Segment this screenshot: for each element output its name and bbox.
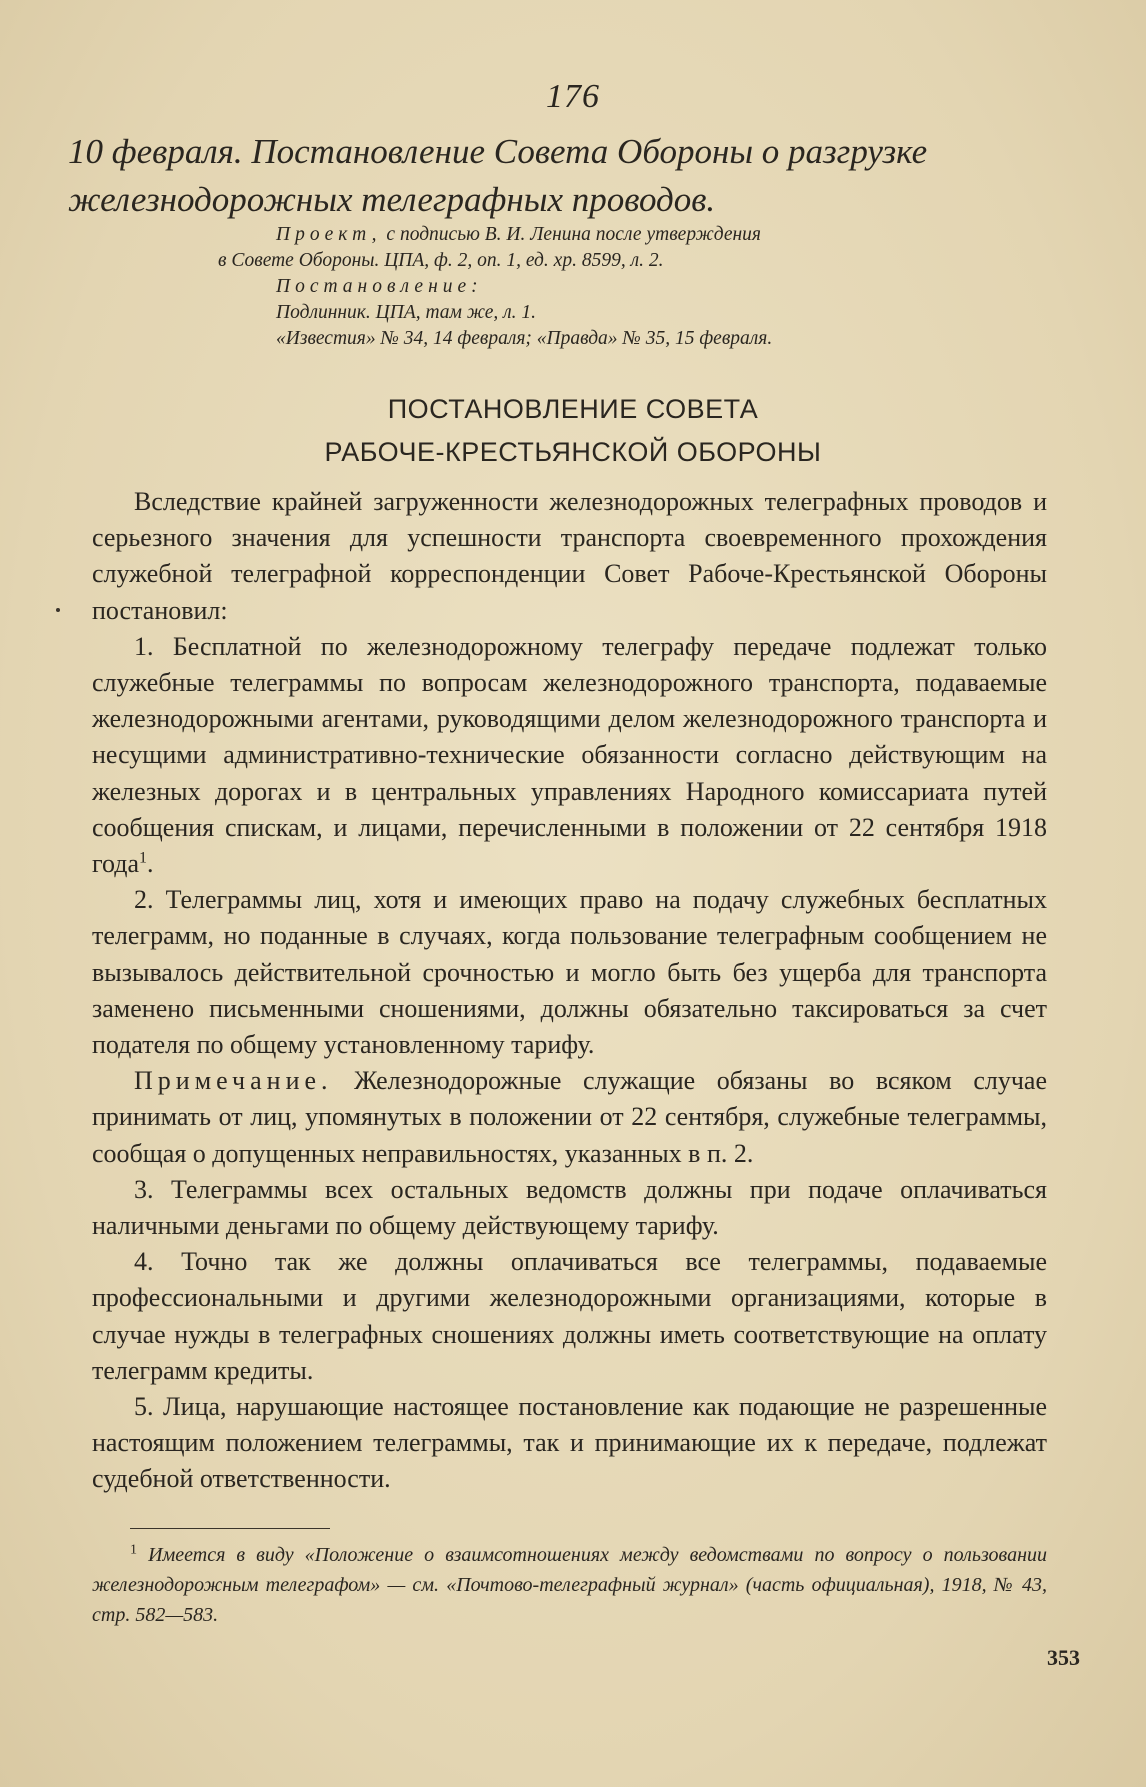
footnote: [92, 1540, 1047, 1630]
decree-intro: Вследствие крайней загруженности железнодорожных телеграфных проводов и серьезного значения для успешности транспорта своевременного прохождения служебной телеграфной корреспонденции Совет Рабоче-Крестьянской Обороны постановил:: [92, 487, 1047, 625]
decree-item-5: 5. Лица, нарушающие настоящее постановление как подающие не разрешенные настоящим положением телеграммы, так и принимающие их к передаче, подлежат судебной ответственности.: [92, 1392, 1047, 1494]
decree-title-line-2: РАБОЧЕ-КРЕСТЬЯНСКОЙ ОБОРОНЫ: [324, 437, 822, 467]
source-project: [220, 222, 1020, 248]
source-publications: «Известия» № 34, 14 февраля; «Правда» № 35, 15 февраля.: [276, 328, 773, 349]
page-number: 353: [1047, 1645, 1080, 1670]
document-heading: [68, 128, 1048, 224]
source-decree-label: Постановление:: [276, 276, 483, 297]
decree-title: [0, 388, 1146, 474]
heading-line-2: железнодорожных телеграфных проводов.: [68, 180, 716, 219]
decree-item-1-text: 1. Бесплатной по железнодорожному телеграфу передаче подлежат только служебные телеграммы по вопросам железнодорожного транспорта, подаваемые железнодорожными агентами, руководящими делом железнодорожного транспорта и несущими административно-технические обязанности согласно действующим на железных дорогах и в центральных управлениях Народного комиссариата путей сообщения спискам, и лицами, перечисленными в положении от 22 сентября 1918 года: [92, 631, 1047, 879]
document-number: 176: [546, 78, 600, 115]
footnote-reference[interactable]: 1: [139, 849, 148, 867]
footnote-text: Имеется в виду «Положение о взаимсотношениях между ведомствами по вопросу о пользовании железнодорожным телеграфом» — см. «Почтово-телеграфный журнал» (часть официальная), 1918, № 43, стр. 582—583.: [92, 1544, 1047, 1626]
decree-note: [92, 1063, 1047, 1172]
decree-item-4: 4. Точно так же должны оплачиваться все телеграммы, подаваемые профессиональными и другими железнодорожными организациями, которые в случае нужды в телеграфных сношениях должны иметь соответствующие на оплату телеграмм кредиты.: [92, 1247, 1047, 1385]
decree-item-1: [92, 629, 1047, 882]
decree-body: [92, 484, 1047, 1498]
footnote-divider: [130, 1528, 330, 1529]
decree-item-1-end: .: [147, 849, 154, 879]
source-project-text: с подписью В. И. Ленина после утверждения: [386, 224, 761, 245]
archival-sources: [220, 222, 1020, 352]
source-original: Подлинник. ЦПА, там же, л. 1.: [276, 302, 537, 323]
heading-line-1: 10 февраля. Постановление Совета Обороны о разгрузке: [68, 132, 928, 171]
source-project-continued: в Совете Обороны. ЦПА, ф. 2, оп. 1, ед. хр. 8599, л. 2.: [218, 250, 664, 271]
footnote-marker: 1: [130, 1542, 137, 1558]
decree-item-3: 3. Телеграммы всех остальных ведомств должны при подаче оплачиваться наличными деньгами по общему действующему тарифу.: [92, 1174, 1047, 1241]
note-label: Примечание.: [134, 1066, 333, 1096]
decree-title-line-1: ПОСТАНОВЛЕНИЕ СОВЕТА: [387, 394, 759, 424]
note-text: Железнодорожные служащие обязаны во всяком случае принимать от лиц, упомянутых в положении от 22 сентября, служебные телеграммы, сообщая о допущенных неправильностях, указанных в п. 2.: [92, 1066, 1048, 1168]
decree-item-2: 2. Телеграммы лиц, хотя и имеющих право на подачу служебных бесплатных телеграмм, но поданные в случаях, когда пользование телеграфным сообщением не вызывалось действительной срочностью и могло быть без ущерба для транспорта заменено письменными сношениями, должны обязательно таксироваться за счет подателя по общему установленному тарифу.: [92, 885, 1047, 1060]
print-speck: [56, 608, 60, 612]
source-project-label: Проект,: [276, 224, 382, 245]
